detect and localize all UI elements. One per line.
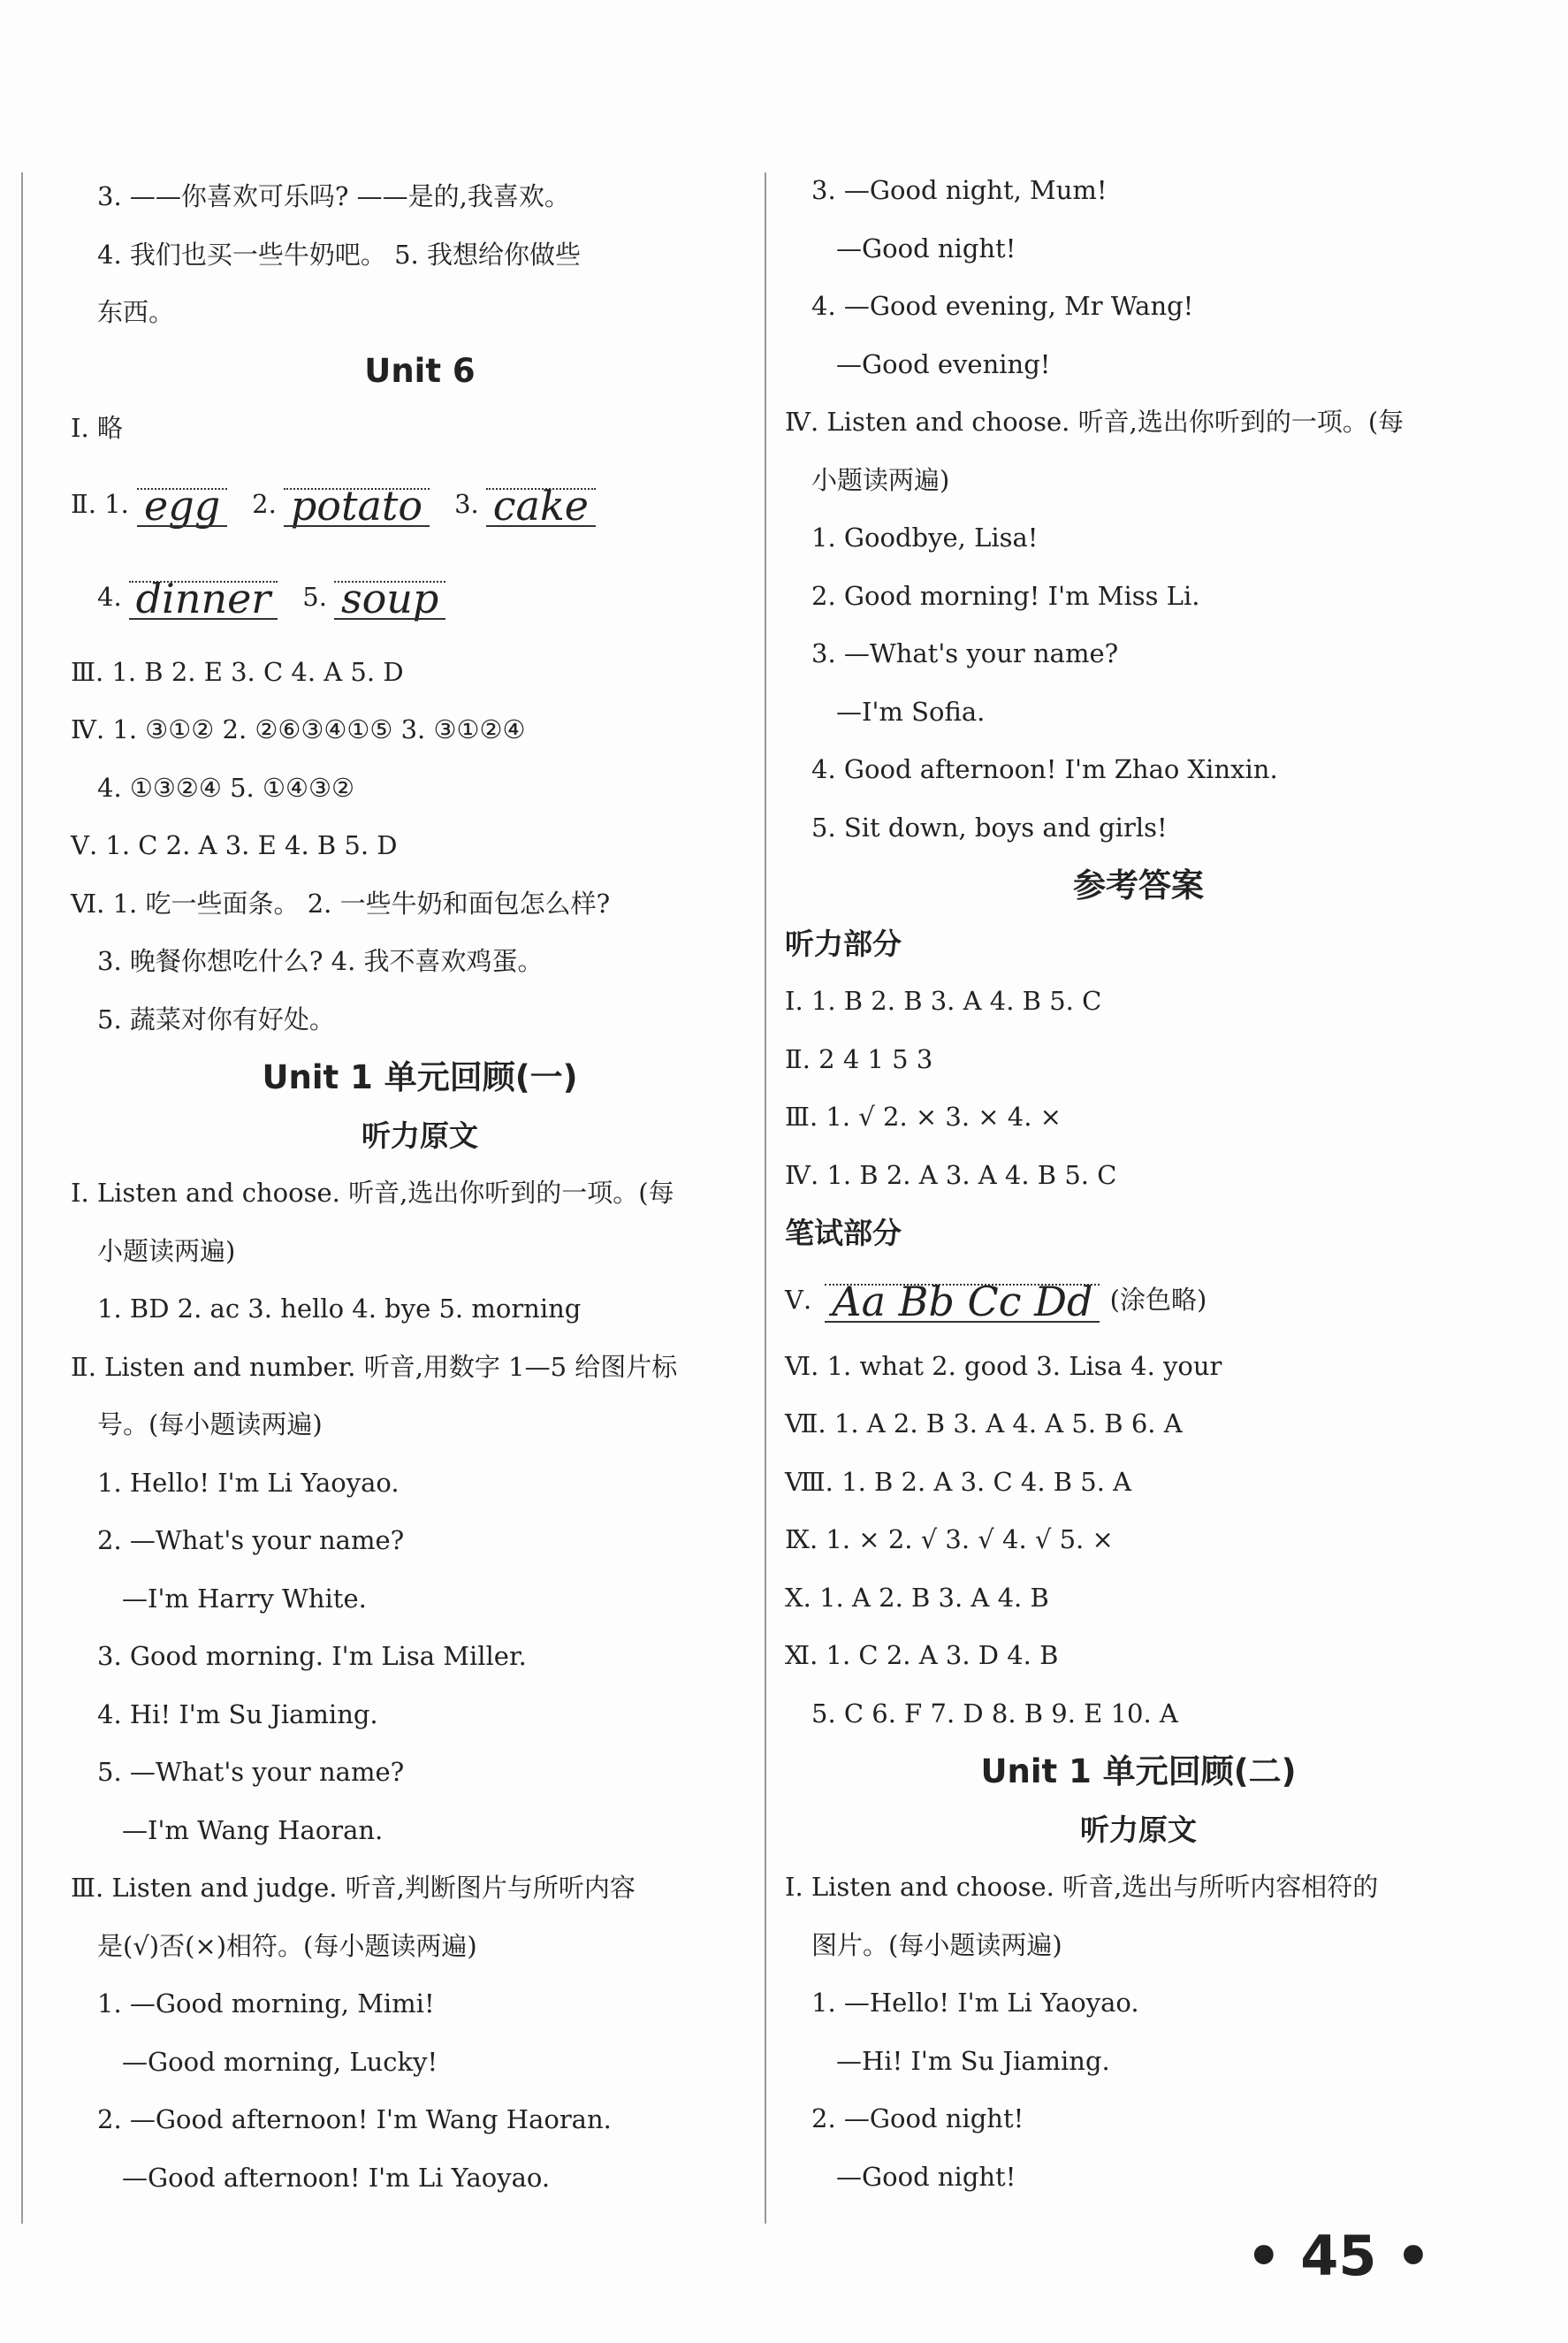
left-margin-rule	[21, 172, 23, 2224]
text-line: 5. —What's your name?	[97, 1757, 405, 1787]
item-number: 3.	[454, 488, 479, 519]
text-line: 是(√)否(×)相符。(每小题读两遍)	[97, 1930, 477, 1961]
unit6-q6b: 3. 晚餐你想吃什么? 4. 我不喜欢鸡蛋。	[97, 946, 544, 976]
left-column	[71, 168, 769, 2207]
page-number: • 45 •	[1246, 2224, 1431, 2288]
text-line: Ⅸ. 1. × 2. √ 3. √ 4. √ 5. ×	[785, 1524, 1114, 1554]
text-line: 1. Goodbye, Lisa!	[811, 523, 1039, 553]
text-line: —Good afternoon! I'm Li Yaoyao.	[122, 2162, 551, 2193]
text-line: 图片。(每小题读两遍)	[811, 1929, 1062, 1960]
q5-note: (涂色略)	[1109, 1284, 1207, 1315]
text-line: 3. Good morning. I'm Lisa Miller.	[97, 1641, 527, 1671]
text-line: 3. ——你喜欢可乐吗? ——是的,我喜欢。	[97, 181, 570, 211]
q5-handwriting: Aa Bb Cc Dd	[825, 1277, 1100, 1326]
review2-title: Unit 1 单元回顾(二)	[980, 1752, 1297, 1790]
unit6-q1: Ⅰ. 略	[71, 413, 123, 443]
text-line: 东西。	[97, 297, 175, 327]
item-number: 2.	[252, 488, 277, 519]
review2-subtitle: 听力原文	[1080, 1812, 1197, 1847]
text-line: —I'm Wang Haoran.	[122, 1814, 384, 1845]
text-line: 4. Good afternoon! I'm Zhao Xinxin.	[811, 754, 1278, 784]
text-line: 4. —Good evening, Mr Wang!	[811, 291, 1194, 321]
q5-label: Ⅴ.	[785, 1284, 812, 1315]
listening-section-title: 听力部分	[785, 926, 902, 961]
text-line: Ⅶ. 1. A 2. B 3. A 4. A 5. B 6. A	[785, 1408, 1183, 1439]
text-line: Ⅰ. Listen and choose. 听音,选出与所听内容相符的	[785, 1872, 1379, 1902]
text-line: 1. Hello! I'm Li Yaoyao.	[97, 1467, 400, 1498]
text-line: —I'm Harry White.	[122, 1583, 367, 1614]
review1-lines	[71, 1164, 769, 2207]
text-line: Ⅲ. Listen and judge. 听音,判断图片与所听内容	[71, 1873, 636, 1903]
text-line: —Good evening!	[836, 348, 1051, 379]
handwritten-word: soup	[334, 574, 445, 623]
written-answers	[785, 1338, 1492, 1744]
text-line: 1. BD 2. ac 3. hello 4. bye 5. morning	[97, 1294, 582, 1324]
text-line: 1. —Good morning, Mimi!	[97, 1988, 435, 2019]
text-line: Ⅱ. Listen and number. 听音,用数字 1—5 给图片标	[71, 1351, 678, 1382]
unit6-q5: Ⅴ. 1. C 2. A 3. E 4. B 5. D	[71, 830, 398, 860]
answers-title: 参考答案	[1073, 866, 1204, 904]
text-line: —Good night!	[836, 2161, 1016, 2192]
text-line: 2. —Good night!	[811, 2103, 1024, 2133]
unit6-q2-row2	[71, 551, 769, 644]
answer-q5	[785, 1263, 1492, 1338]
text-line: 2. —Good afternoon! I'm Wang Haoran.	[97, 2104, 612, 2134]
item-number: 5.	[302, 581, 327, 612]
handwritten-word: potato	[284, 481, 430, 530]
q2-words-row1	[137, 481, 620, 530]
q2-words-row2	[97, 574, 470, 622]
text-line: Ⅵ. 1. what 2. good 3. Lisa 4. your	[785, 1350, 1222, 1381]
text-line: 5. C 6. F 7. D 8. B 9. E 10. A	[811, 1698, 1178, 1729]
text-line: 小题读两遍)	[97, 1235, 236, 1266]
handwritten-word: egg	[137, 481, 227, 530]
intro-block	[71, 168, 769, 342]
text-line: Ⅰ. 1. B 2. B 3. A 4. B 5. C	[785, 986, 1102, 1016]
text-line: 1. —Hello! I'm Li Yaoyao.	[811, 1988, 1139, 2018]
right-top-lines	[785, 162, 1492, 857]
text-line: 2. Good morning! I'm Miss Li.	[811, 580, 1200, 611]
text-line: —I'm Sofia.	[836, 696, 986, 727]
text-line: 号。(每小题读两遍)	[97, 1409, 323, 1439]
text-line: Ⅳ. 1. B 2. A 3. A 4. B 5. C	[785, 1159, 1117, 1190]
text-line: Ⅲ. 1. √ 2. × 3. × 4. ×	[785, 1102, 1062, 1132]
text-line: 小题读两遍)	[811, 464, 950, 495]
unit6-title: Unit 6	[364, 351, 476, 390]
handwritten-word: cake	[486, 481, 596, 530]
text-line: Ⅳ. Listen and choose. 听音,选出你听到的一项。(每	[785, 407, 1404, 437]
text-line: —Good morning, Lucky!	[122, 2046, 438, 2077]
item-number: 4.	[97, 581, 122, 612]
text-line: Ⅱ. 2 4 1 5 3	[785, 1043, 933, 1074]
unit6-q4a: Ⅳ. 1. ③①② 2. ②⑥③④①⑤ 3. ③①②④	[71, 714, 526, 744]
text-line: Ⅰ. Listen and choose. 听音,选出你听到的一项。(每	[71, 1178, 674, 1208]
unit6-q6a: Ⅵ. 1. 吃一些面条。 2. 一些牛奶和面包怎么样?	[71, 888, 611, 919]
text-line: 3. —What's your name?	[811, 638, 1119, 668]
review2-lines	[785, 1858, 1492, 2206]
text-line: 5. Sit down, boys and girls!	[811, 812, 1168, 843]
text-line: 4. 我们也买一些牛奶吧。 5. 我想给你做些	[97, 239, 581, 270]
right-column	[785, 162, 1492, 2206]
q2-label: Ⅱ. 1.	[71, 488, 129, 519]
text-line: 3. —Good night, Mum!	[811, 175, 1107, 205]
unit6-q4b: 4. ①③②④ 5. ①④③②	[97, 772, 354, 803]
text-line: 2. —What's your name?	[97, 1525, 405, 1555]
text-line: Ⅺ. 1. C 2. A 3. D 4. B	[785, 1640, 1059, 1670]
unit6-q2-row1	[71, 458, 769, 551]
unit6-q6c: 5. 蔬菜对你有好处。	[97, 1004, 335, 1034]
unit6-q3: Ⅲ. 1. B 2. E 3. C 4. A 5. D	[71, 656, 404, 687]
text-line: Ⅷ. 1. B 2. A 3. C 4. B 5. A	[785, 1466, 1132, 1497]
written-section-title: 笔试部分	[785, 1216, 902, 1250]
text-line: 4. Hi! I'm Su Jiaming.	[97, 1698, 378, 1729]
text-line: —Hi! I'm Su Jiaming.	[836, 2045, 1110, 2076]
review1-title: Unit 1 单元回顾(一)	[262, 1058, 578, 1096]
text-line: Ⅹ. 1. A 2. B 3. A 4. B	[785, 1582, 1049, 1613]
review1-subtitle: 听力原文	[362, 1118, 478, 1153]
listening-answers	[785, 973, 1492, 1204]
handwritten-word: dinner	[129, 574, 278, 623]
text-line: —Good night!	[836, 233, 1016, 263]
